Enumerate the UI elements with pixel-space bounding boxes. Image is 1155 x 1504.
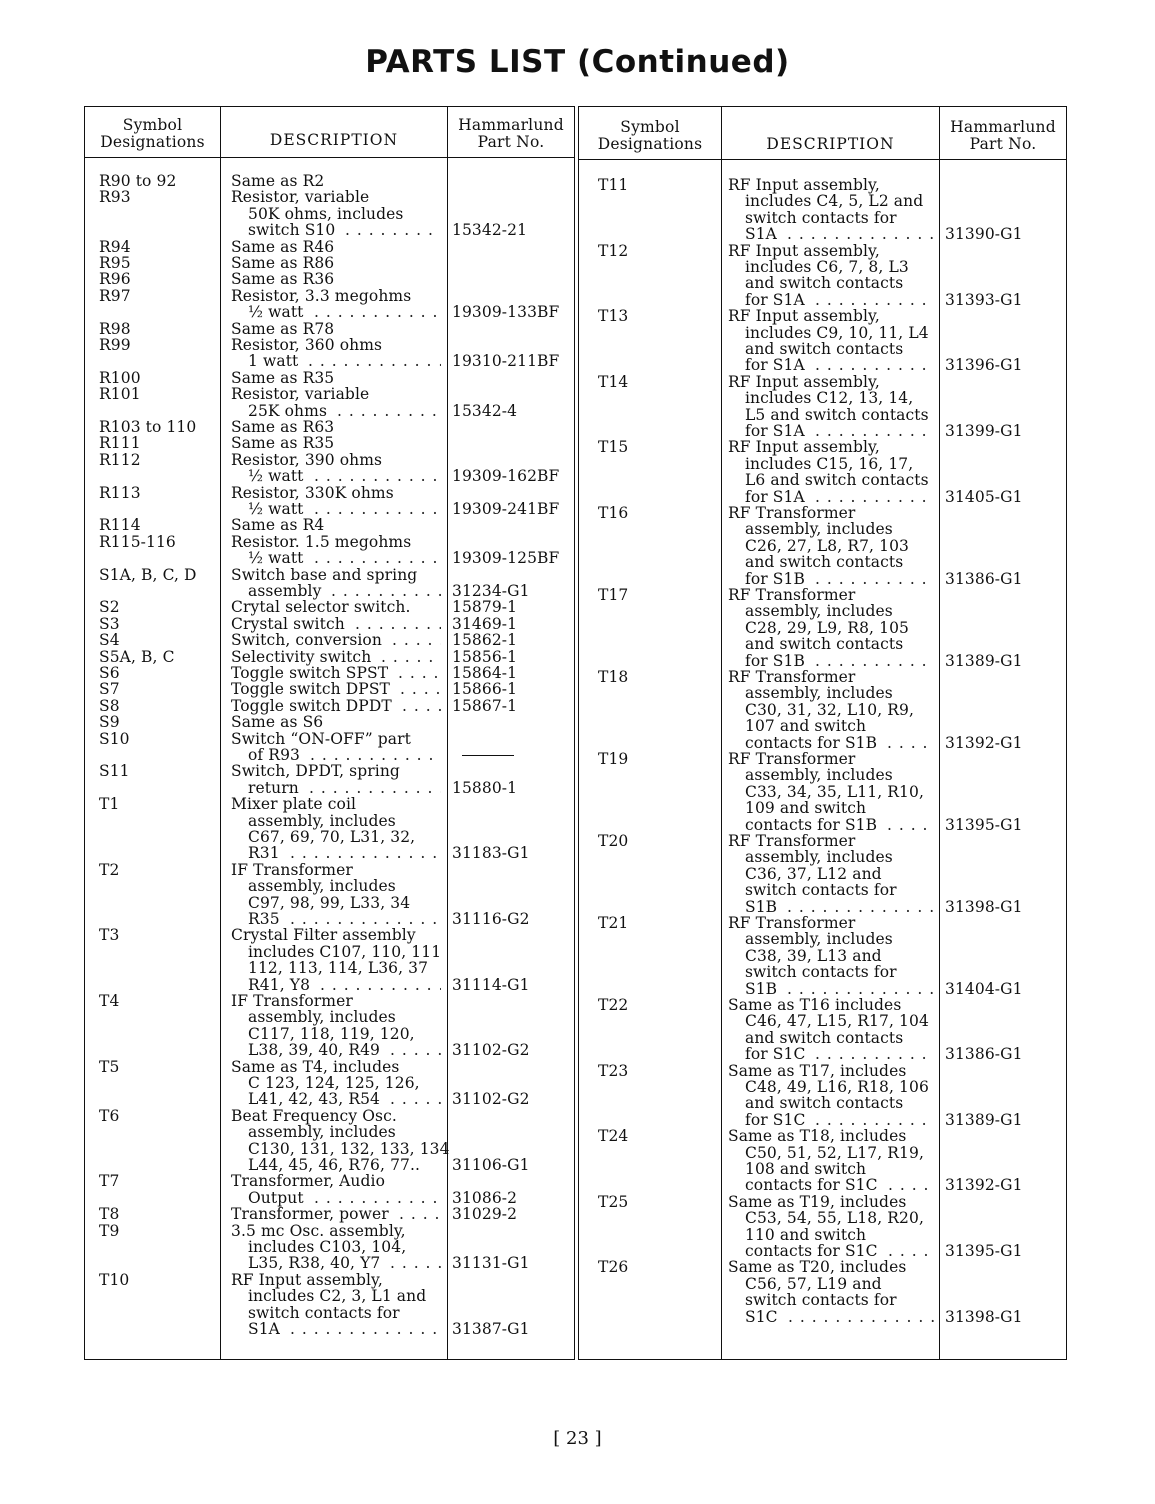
description-line: ½ watt xyxy=(248,467,304,486)
description-line: C38, 39, L13 and xyxy=(745,946,882,965)
description-line: switch contacts for xyxy=(248,1303,400,1322)
description-line: contacts for S1B xyxy=(745,815,878,834)
description-line: C56, 57, L19 and xyxy=(745,1274,882,1293)
page-title: PARTS LIST (Continued) xyxy=(365,44,790,80)
part-number: 31389-G1 xyxy=(945,651,1023,670)
description-line: assembly, includes xyxy=(745,930,893,949)
part-number: 31116-G2 xyxy=(452,910,530,928)
description-line: RF Transformer xyxy=(728,914,856,932)
description-line: Same as T18, includes xyxy=(728,1127,907,1146)
description-line: L44, 45, 46, R76, 77.. xyxy=(248,1156,421,1174)
symbol-designation: T11 xyxy=(598,176,629,194)
description-line: assembly, includes xyxy=(745,684,893,703)
description-line: assembly, includes xyxy=(248,1123,396,1142)
leader-dots xyxy=(314,468,441,484)
leader-dots xyxy=(390,1091,441,1107)
description-line: R41, Y8 xyxy=(248,975,311,994)
part-number: 31106-G1 xyxy=(452,1156,530,1174)
symbol-designation: T18 xyxy=(598,668,629,686)
leader-dots xyxy=(787,981,934,997)
header-description: DESCRIPTION xyxy=(269,130,399,149)
description-line: S1B xyxy=(745,897,778,916)
symbol-designation: S7 xyxy=(99,680,120,699)
description-line: Toggle switch SPST xyxy=(231,664,389,682)
leader-dots xyxy=(888,1177,934,1193)
header-part-no: Hammarlund Part No. xyxy=(950,118,1056,153)
symbol-designation: S8 xyxy=(99,696,120,715)
description-line: 25K ohms xyxy=(248,401,327,420)
description-line: assembly, includes xyxy=(248,877,396,896)
leader-dots xyxy=(314,501,441,517)
part-number: 31404-G1 xyxy=(945,979,1023,998)
symbol-designation: T4 xyxy=(99,992,120,1010)
part-number: 19309-133BF xyxy=(452,303,560,322)
description-line: includes C6, 7, 8, L3 xyxy=(745,258,909,276)
leader-dots xyxy=(815,653,934,669)
leader-dots xyxy=(314,304,441,320)
leader-dots xyxy=(887,817,934,833)
description-line: assembly, includes xyxy=(745,602,893,621)
description-line: Selectivity switch xyxy=(231,647,372,666)
description-line: Switch base and spring xyxy=(231,565,418,584)
description-line: includes C9, 10, 11, L4 xyxy=(745,323,929,342)
description-line: Transformer, power xyxy=(231,1205,389,1224)
description-line: C30, 31, 32, L10, R9, xyxy=(745,700,915,719)
description-line: Switch, conversion xyxy=(231,631,382,650)
symbol-designation: T15 xyxy=(598,438,629,457)
symbol-designation: S3 xyxy=(99,614,120,633)
symbol-designation: T3 xyxy=(99,926,120,945)
leader-dots xyxy=(815,423,934,439)
description-line: C33, 34, 35, L11, R10, xyxy=(745,782,924,801)
description-line: Resistor, variable xyxy=(231,385,370,404)
description-line: L6 and switch contacts xyxy=(745,471,929,490)
part-number: 31393-G1 xyxy=(945,290,1023,309)
description-line: RF Transformer xyxy=(728,668,856,686)
symbol-designation: S10 xyxy=(99,729,130,748)
symbol-designation: R96 xyxy=(99,270,131,289)
description-line: Same as R63 xyxy=(231,418,335,436)
leader-dots xyxy=(320,977,441,993)
leader-dots xyxy=(290,911,441,927)
description-line: C50, 51, 52, L17, R19, xyxy=(745,1143,924,1162)
symbol-designation: T16 xyxy=(598,504,629,522)
description-line: S1A xyxy=(745,225,777,244)
description-line: RF Input assembly, xyxy=(728,372,880,391)
symbol-designation: T9 xyxy=(99,1221,120,1240)
column-divider xyxy=(721,107,722,1359)
symbol-designation: T5 xyxy=(99,1057,120,1076)
part-number: 31386-G1 xyxy=(945,569,1023,588)
description-line: RF Input assembly, xyxy=(728,307,880,326)
symbol-designation: T1 xyxy=(99,795,120,814)
leader-dots xyxy=(398,665,441,681)
column-divider xyxy=(220,107,221,1359)
description-line: and switch contacts xyxy=(745,340,904,358)
symbol-designation: R98 xyxy=(99,319,131,338)
part-number: 31396-G1 xyxy=(945,356,1023,375)
leader-dots xyxy=(815,489,934,505)
leader-dots xyxy=(331,583,441,599)
description-line: RF Transformer xyxy=(728,504,856,522)
header-symbol: Symbol Designations xyxy=(597,118,703,153)
description-line: for S1A xyxy=(745,356,805,375)
description-line: C 123, 124, 125, 126, xyxy=(248,1074,420,1092)
description-line: Resistor, 390 ohms xyxy=(231,450,383,469)
description-line: L5 and switch contacts xyxy=(745,405,929,424)
symbol-designation: S5A, B, C xyxy=(99,647,175,666)
part-number: 15867-1 xyxy=(452,696,518,715)
description-line: includes C4, 5, L2 and xyxy=(745,192,924,211)
leader-dots xyxy=(314,550,441,566)
leader-dots xyxy=(787,226,934,242)
description-line: C48, 49, L16, R18, 106 xyxy=(745,1078,929,1096)
leader-dots xyxy=(399,1206,441,1222)
leader-dots xyxy=(290,1321,441,1337)
leader-dots xyxy=(815,1112,934,1128)
description-line: contacts for S1B xyxy=(745,733,878,752)
description-line: 112, 113, 114, L36, 37 xyxy=(248,959,429,978)
description-line: L41, 42, 43, R54 xyxy=(248,1090,381,1109)
part-number: 31102-G2 xyxy=(452,1090,530,1109)
description-line: switch contacts for xyxy=(745,881,897,900)
description-line: Same as R35 xyxy=(231,368,335,387)
description-line: includes C12, 13, 14, xyxy=(745,389,914,408)
leader-dots xyxy=(815,571,934,587)
description-line: IF Transformer xyxy=(231,860,353,879)
parts-table-right xyxy=(578,106,1067,1360)
description-line: RF Input assembly, xyxy=(728,176,880,194)
description-line: R31 xyxy=(248,844,280,863)
leader-dots xyxy=(345,222,441,238)
description-line: IF Transformer xyxy=(231,992,353,1010)
symbol-designation: R90 to 92 xyxy=(99,172,177,190)
leader-dots xyxy=(290,845,441,861)
description-line: C26, 27, L8, R7, 103 xyxy=(745,536,909,555)
symbol-designation: T14 xyxy=(598,372,629,391)
part-number: 19309-241BF xyxy=(452,500,560,518)
symbol-designation: R113 xyxy=(99,483,141,502)
description-line: Transformer, Audio xyxy=(231,1172,386,1191)
leader-dots xyxy=(308,353,441,369)
symbol-designation: T25 xyxy=(598,1192,629,1211)
leader-dots xyxy=(381,649,441,665)
description-line: C28, 29, L9, R8, 105 xyxy=(745,618,909,637)
description-line: and switch contacts xyxy=(745,553,904,572)
symbol-designation: T17 xyxy=(598,586,629,604)
description-line: ½ watt xyxy=(248,549,304,568)
description-line: 1 watt xyxy=(248,352,299,371)
leader-dots xyxy=(337,403,441,419)
symbol-designation: R114 xyxy=(99,516,141,535)
leader-dots xyxy=(402,698,441,714)
part-number: 31389-G1 xyxy=(945,1110,1023,1129)
description-line: Resistor, variable xyxy=(231,188,370,207)
description-line: Crytal selector switch. xyxy=(231,598,411,617)
part-number: 31392-G1 xyxy=(945,733,1023,752)
description-line: Beat Frequency Osc. xyxy=(231,1106,397,1125)
description-line: R35 xyxy=(248,910,280,928)
symbol-designation: T21 xyxy=(598,914,629,932)
description-line: C53, 54, 55, L18, R20, xyxy=(745,1209,924,1228)
description-line: Same as T20, includes xyxy=(728,1258,907,1277)
header-part-no: Hammarlund Part No. xyxy=(458,116,564,151)
description-line: C97, 98, 99, L33, 34 xyxy=(248,893,411,912)
description-line: and switch contacts xyxy=(745,635,904,654)
symbol-designation: S1A, B, C, D xyxy=(99,565,197,584)
part-number: 31398-G1 xyxy=(945,897,1023,916)
leader-dots xyxy=(314,1190,441,1206)
description-line: return xyxy=(248,778,299,797)
description-line: C117, 118, 119, 120, xyxy=(248,1024,415,1043)
symbol-designation: R112 xyxy=(99,450,141,469)
symbol-designation: R97 xyxy=(99,286,131,305)
symbol-designation: S9 xyxy=(99,713,120,732)
leader-dots xyxy=(310,747,441,763)
part-number: 31131-G1 xyxy=(452,1254,530,1273)
description-line: 107 and switch xyxy=(745,717,867,736)
symbol-designation: S11 xyxy=(99,762,130,781)
symbol-designation: T22 xyxy=(598,996,629,1014)
part-number: 15880-1 xyxy=(452,778,518,797)
description-line: Toggle switch DPDT xyxy=(231,696,392,715)
description-line: RF Transformer xyxy=(728,832,856,850)
header-description: DESCRIPTION xyxy=(766,134,895,153)
description-line: for S1A xyxy=(745,422,805,440)
description-line: Resistor, 3.3 megohms xyxy=(231,286,412,305)
header-symbol: Symbol Designations xyxy=(100,116,205,151)
part-number: 15866-1 xyxy=(452,680,518,699)
description-line: for S1C xyxy=(745,1110,806,1129)
part-number: 15342-4 xyxy=(452,401,518,420)
symbol-designation: R100 xyxy=(99,368,141,387)
description-line: switch contacts for xyxy=(745,1291,897,1310)
part-number: 15864-1 xyxy=(452,664,518,682)
description-line: RF Transformer xyxy=(728,750,856,768)
description-line: L38, 39, 40, R49 xyxy=(248,1041,381,1060)
description-line: C36, 37, L12 and xyxy=(745,864,882,883)
symbol-designation: S6 xyxy=(99,664,120,682)
leader-dots xyxy=(888,1243,934,1259)
description-line: RF Transformer xyxy=(728,586,856,604)
leader-dots xyxy=(815,292,934,308)
description-line: for S1A xyxy=(745,290,805,309)
part-number: 15342-21 xyxy=(452,221,528,240)
description-line: contacts for S1C xyxy=(745,1176,878,1195)
description-line: S1C xyxy=(745,1307,778,1326)
leader-dots xyxy=(392,632,441,648)
description-line: Resistor, 330K ohms xyxy=(231,483,394,502)
part-number: 31386-G1 xyxy=(945,1045,1023,1064)
part-number: 31234-G1 xyxy=(452,582,530,600)
description-line: assembly, includes xyxy=(745,520,893,539)
description-line: RF Input assembly, xyxy=(728,438,880,457)
part-number: 31398-G1 xyxy=(945,1307,1023,1326)
leader-dots xyxy=(400,681,441,697)
description-line: Same as S6 xyxy=(231,713,324,732)
description-line: switch contacts for xyxy=(745,208,897,227)
description-line: Same as R4 xyxy=(231,516,325,535)
description-line: L35, R38, 40, Y7 xyxy=(248,1254,381,1273)
symbol-designation: T13 xyxy=(598,307,629,326)
part-number: 31399-G1 xyxy=(945,422,1023,440)
description-line: assembly, includes xyxy=(745,848,893,867)
description-line: for S1A xyxy=(745,487,805,506)
description-line: Switch, DPDT, spring xyxy=(231,762,400,781)
description-line: switch contacts for xyxy=(745,963,897,982)
page-number: [ 23 ] xyxy=(553,1428,602,1449)
description-line: contacts for S1C xyxy=(745,1242,878,1260)
description-line: Crystal switch xyxy=(231,614,345,633)
leader-dots xyxy=(390,1255,441,1271)
symbol-designation: R94 xyxy=(99,237,131,256)
part-number: 19310-211BF xyxy=(452,352,560,371)
part-number: 19309-162BF xyxy=(452,467,560,486)
description-line: Same as T17, includes xyxy=(728,1061,907,1080)
symbol-designation: T2 xyxy=(99,860,120,879)
description-line: Crystal Filter assembly xyxy=(231,926,416,945)
leader-dots xyxy=(390,1042,441,1058)
part-number: 31469-1 xyxy=(452,614,518,633)
description-line: Same as R86 xyxy=(231,254,335,272)
column-divider xyxy=(447,107,448,1359)
symbol-designation: S2 xyxy=(99,598,120,617)
description-line: 50K ohms, includes xyxy=(248,204,404,223)
description-line: and switch contacts xyxy=(745,1094,904,1113)
description-line: Resistor. 1.5 megohms xyxy=(231,532,412,551)
description-line: assembly, includes xyxy=(248,1008,396,1027)
part-number: 31387-G1 xyxy=(452,1320,530,1338)
symbol-designation: R115-116 xyxy=(99,532,176,551)
part-number: 31395-G1 xyxy=(945,1242,1023,1260)
symbol-designation: R95 xyxy=(99,254,131,272)
description-line: Same as R78 xyxy=(231,319,335,338)
part-number: 31114-G1 xyxy=(452,975,530,994)
description-line: of R93 xyxy=(248,746,300,764)
description-line: includes C2, 3, L1 and xyxy=(248,1287,427,1306)
description-line: S1B xyxy=(745,979,778,998)
leader-dots xyxy=(887,735,934,751)
description-line: Output xyxy=(248,1188,304,1207)
symbol-designation: T24 xyxy=(598,1127,629,1146)
part-number: 15856-1 xyxy=(452,647,518,666)
parts-table-left xyxy=(84,106,575,1360)
description-line: Toggle switch DPST xyxy=(231,680,390,699)
description-line: Same as R2 xyxy=(231,172,325,190)
description-line: RF Input assembly, xyxy=(728,241,880,260)
description-line: assembly xyxy=(248,582,322,600)
description-line: switch S10 xyxy=(248,221,336,240)
column-divider xyxy=(939,107,940,1359)
symbol-designation: T8 xyxy=(99,1205,120,1224)
description-line: Same as R35 xyxy=(231,434,335,453)
description-line: ½ watt xyxy=(248,500,304,518)
symbol-designation: R103 to 110 xyxy=(99,418,197,436)
description-line: Same as T4, includes xyxy=(231,1057,400,1076)
description-line: 108 and switch xyxy=(745,1160,867,1178)
description-line: and switch contacts xyxy=(745,274,904,293)
symbol-designation: T19 xyxy=(598,750,629,768)
description-line: Resistor, 360 ohms xyxy=(231,336,383,354)
symbol-designation: T10 xyxy=(99,1270,130,1289)
description-line: includes C103, 104, xyxy=(248,1238,407,1256)
symbol-designation: T26 xyxy=(598,1258,629,1277)
symbol-designation: T7 xyxy=(99,1172,120,1191)
part-number: 31405-G1 xyxy=(945,487,1023,506)
description-line: 110 and switch xyxy=(745,1225,867,1244)
description-line: Same as T16 includes xyxy=(728,996,902,1014)
part-number: 31395-G1 xyxy=(945,815,1023,834)
part-number: 19309-125BF xyxy=(452,549,560,568)
leader-dots xyxy=(788,1309,934,1325)
symbol-designation: T20 xyxy=(598,832,629,850)
description-line: Same as R46 xyxy=(231,237,335,256)
description-line: and switch contacts xyxy=(745,1028,904,1047)
description-line: includes C15, 16, 17, xyxy=(745,454,914,473)
symbol-designation: R99 xyxy=(99,336,131,354)
part-number: 31086-2 xyxy=(452,1188,518,1207)
description-line: Same as R36 xyxy=(231,270,335,289)
description-line: C130, 131, 132, 133, 134 xyxy=(248,1139,450,1158)
part-number: 31390-G1 xyxy=(945,225,1023,244)
symbol-designation: S4 xyxy=(99,631,120,650)
symbol-designation: R101 xyxy=(99,385,141,404)
description-line: 109 and switch xyxy=(745,799,867,818)
part-number: 31102-G2 xyxy=(452,1041,530,1060)
leader-dots xyxy=(309,780,441,796)
description-line: assembly, includes xyxy=(745,766,893,785)
description-line: RF Input assembly, xyxy=(231,1270,383,1289)
part-number: 15879-1 xyxy=(452,598,518,617)
description-line: 3.5 mc Osc. assembly, xyxy=(231,1221,406,1240)
description-line: C46, 47, L15, R17, 104 xyxy=(745,1012,929,1031)
symbol-designation: T6 xyxy=(99,1106,120,1125)
description-line: for S1C xyxy=(745,1045,806,1064)
description-line: ½ watt xyxy=(248,303,304,322)
description-line: Switch “ON-OFF” part xyxy=(231,729,411,748)
leader-dots xyxy=(815,1046,934,1062)
part-number: 31183-G1 xyxy=(452,844,530,863)
description-line: C67, 69, 70, L31, 32, xyxy=(248,828,416,846)
symbol-designation: T12 xyxy=(598,241,629,260)
description-line: assembly, includes xyxy=(248,811,396,830)
description-line: for S1B xyxy=(745,569,805,588)
part-number: 31029-2 xyxy=(452,1205,518,1224)
symbol-designation: R93 xyxy=(99,188,131,207)
description-line: includes C107, 110, 111 xyxy=(248,942,442,961)
description-line: for S1B xyxy=(745,651,805,670)
leader-dots xyxy=(787,899,934,915)
leader-dots xyxy=(815,357,934,373)
symbol-designation: R111 xyxy=(99,434,141,453)
description-line: Mixer plate coil xyxy=(231,795,357,814)
part-number-dash xyxy=(462,755,514,756)
symbol-designation: T23 xyxy=(598,1061,629,1080)
leader-dots xyxy=(355,616,441,632)
part-number: 15862-1 xyxy=(452,631,518,650)
part-number: 31392-G1 xyxy=(945,1176,1023,1195)
description-line: S1A xyxy=(248,1320,280,1338)
description-line: Same as T19, includes xyxy=(728,1192,907,1211)
